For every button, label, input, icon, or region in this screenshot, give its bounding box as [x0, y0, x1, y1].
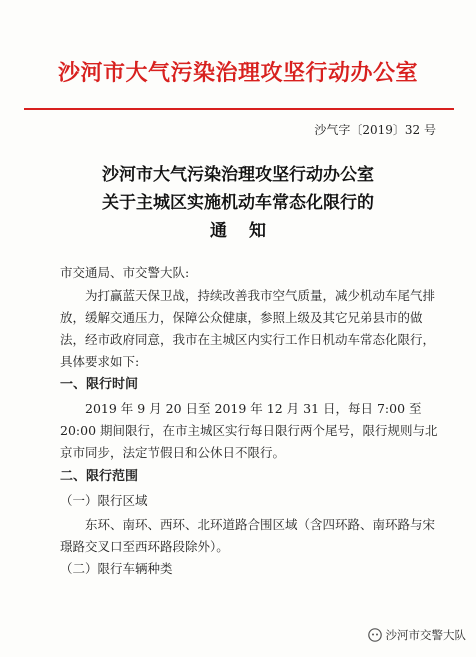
- section-2-heading: 二、限行范围: [60, 469, 139, 484]
- addressee: 市交通局、市交警大队:: [60, 265, 190, 280]
- section-1-text: 2019 年 9 月 20 日至 2019 年 12 月 31 日，每日 7:00 至 20:00 期间限行，在市主城区实行每日限行两个尾号，限行规则与北京市同步，法定节假日和公休日不限行。: [60, 401, 438, 460]
- section-1-heading: 一、限行时间: [60, 377, 139, 392]
- section-2-sub1-heading: （一）限行区域: [60, 493, 148, 508]
- title-line-3: 通知: [210, 221, 288, 241]
- letterhead-org-name: 沙河市大气污染治理攻坚行动办公室: [57, 60, 418, 86]
- document-number: 沙气字〔2019〕32 号: [314, 123, 436, 137]
- title-line-2: 关于主城区实施机动车常态化限行的: [102, 193, 374, 213]
- title-line-1: 沙河市大气污染治理攻坚行动办公室: [102, 165, 374, 185]
- intro-paragraph: 为打赢蓝天保卫战，持续改善我市空气质量，减少机动车尾气排放，缓解交通压力，保障公众健康，参照上级及其它兄弟县市的做法，经市政府同意，我市在主城区内实行工作日机动车常态化限行，具体要求如下:: [60, 288, 436, 369]
- wechat-bubble-icon: [368, 628, 382, 642]
- section-2-sub1-text: 东环、南环、西环、北环道路合围区域（含四环路、南环路与宋璟路交叉口至西环路段除外）。: [60, 517, 436, 554]
- letterhead-red-rule: [24, 108, 454, 110]
- source-watermark: [368, 627, 467, 643]
- watermark-text: 沙河市交警大队: [385, 628, 466, 642]
- section-2-sub2-heading: （二）限行车辆种类: [60, 561, 173, 576]
